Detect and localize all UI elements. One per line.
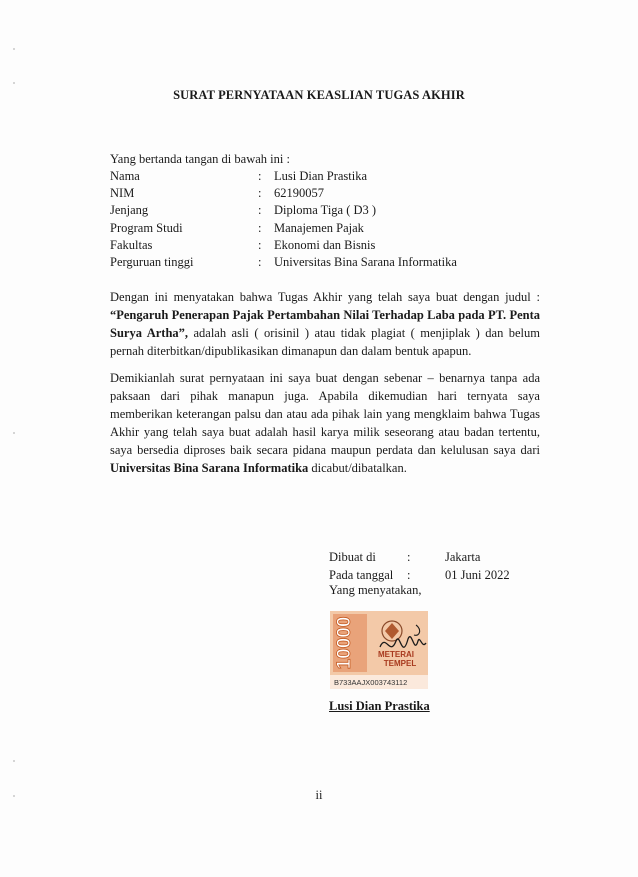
- identity-label: Perguruan tinggi: [110, 255, 194, 270]
- scan-speck: [13, 82, 15, 84]
- identity-row: [110, 202, 457, 219]
- colon: :: [258, 203, 262, 218]
- meterai-stamp: [330, 611, 428, 689]
- stamp-value: 10000: [334, 616, 355, 670]
- scan-speck: [13, 760, 15, 762]
- statement-text-cont: adalah asli ( orisinil ) atau tidak plagiat ( menjiplak ) dan belum pernah diterbitkan/dipublikasikan dimanapun dan dalam bentuk apapun.: [110, 326, 541, 358]
- identity-value: Universitas Bina Sarana Informatika: [274, 255, 457, 270]
- colon: :: [258, 169, 262, 183]
- made-by-text: Yang menyatakan,: [329, 583, 422, 597]
- stamp-label-top: METERAI: [378, 650, 414, 659]
- colon: :: [407, 567, 411, 582]
- intro-text: Yang bertanda tangan di bawah ini :: [110, 152, 290, 166]
- identity-row: [110, 220, 457, 237]
- thesis-title: “Pengaruh Penerapan Pajak Pertambahan Nilai Terhadap Laba pada PT. Penta Surya Artha”,: [110, 308, 540, 340]
- identity-value: 62190057: [274, 186, 324, 201]
- university-name: Universitas Bina Sarana Informatika: [110, 461, 309, 475]
- colon: :: [258, 255, 262, 270]
- identity-value: Manajemen Pajak: [274, 220, 364, 235]
- identity-row: [110, 185, 457, 202]
- place-value: Jakarta: [445, 550, 481, 564]
- place-label: Dibuat di: [329, 550, 376, 564]
- identity-value: Lusi Dian Prastika: [274, 169, 368, 183]
- identity-label: Jenjang: [110, 203, 149, 218]
- identity-label: Fakultas: [110, 237, 153, 252]
- identity-label: NIM: [110, 186, 135, 201]
- date-value: 01 Juni 2022: [445, 567, 510, 582]
- identity-value: Diploma Tiga ( D3 ): [274, 203, 377, 218]
- stamp-serial: B733AAJX003743112: [334, 678, 408, 687]
- declaration-text: Demikianlah surat pernyataan ini saya buat dengan sebenar – benarnya tanpa ada paksaan dari pihak manapun juga. Apabila dikemudian hari ternyata saya memberikan keterangan palsu dan atau ada pihak lain yang mengklaim bahwa Tugas Akhir yang telah saya buat adalah hasil karya milik seseorang atau badan tertentu, saya bersedia diproses baik secara pidana maupun perdata dan kelulusan saya dari: [110, 371, 540, 457]
- date-label: Pada tanggal: [329, 567, 394, 582]
- identity-value: Ekonomi dan Bisnis: [274, 237, 376, 252]
- signatory-name: Lusi Dian Prastika: [329, 699, 430, 713]
- signature-details: [329, 549, 510, 584]
- identity-table: [110, 168, 457, 271]
- page-number: ii: [315, 788, 323, 802]
- colon: :: [258, 220, 262, 235]
- statement-paragraph: [110, 288, 540, 360]
- colon: :: [258, 186, 262, 201]
- document-title: SURAT PERNYATAAN KEASLIAN TUGAS AKHIR: [173, 88, 465, 102]
- identity-row: [110, 168, 457, 185]
- colon: :: [258, 237, 262, 252]
- date-row: [329, 567, 510, 585]
- identity-row: [110, 254, 457, 271]
- identity-label: Program Studi: [110, 220, 183, 235]
- scan-speck: [13, 432, 15, 434]
- declaration-text-cont: dicabut/dibatalkan.: [311, 461, 407, 475]
- declaration-paragraph: [110, 369, 540, 477]
- colon: :: [407, 550, 411, 564]
- identity-row: [110, 237, 457, 254]
- place-row: [329, 549, 510, 567]
- statement-text: Dengan ini menyatakan bahwa Tugas Akhir yang telah saya buat dengan judul :: [110, 290, 540, 304]
- stamp-label-bottom: TEMPEL: [383, 659, 417, 668]
- scan-speck: [13, 48, 15, 50]
- identity-label: Nama: [110, 169, 140, 183]
